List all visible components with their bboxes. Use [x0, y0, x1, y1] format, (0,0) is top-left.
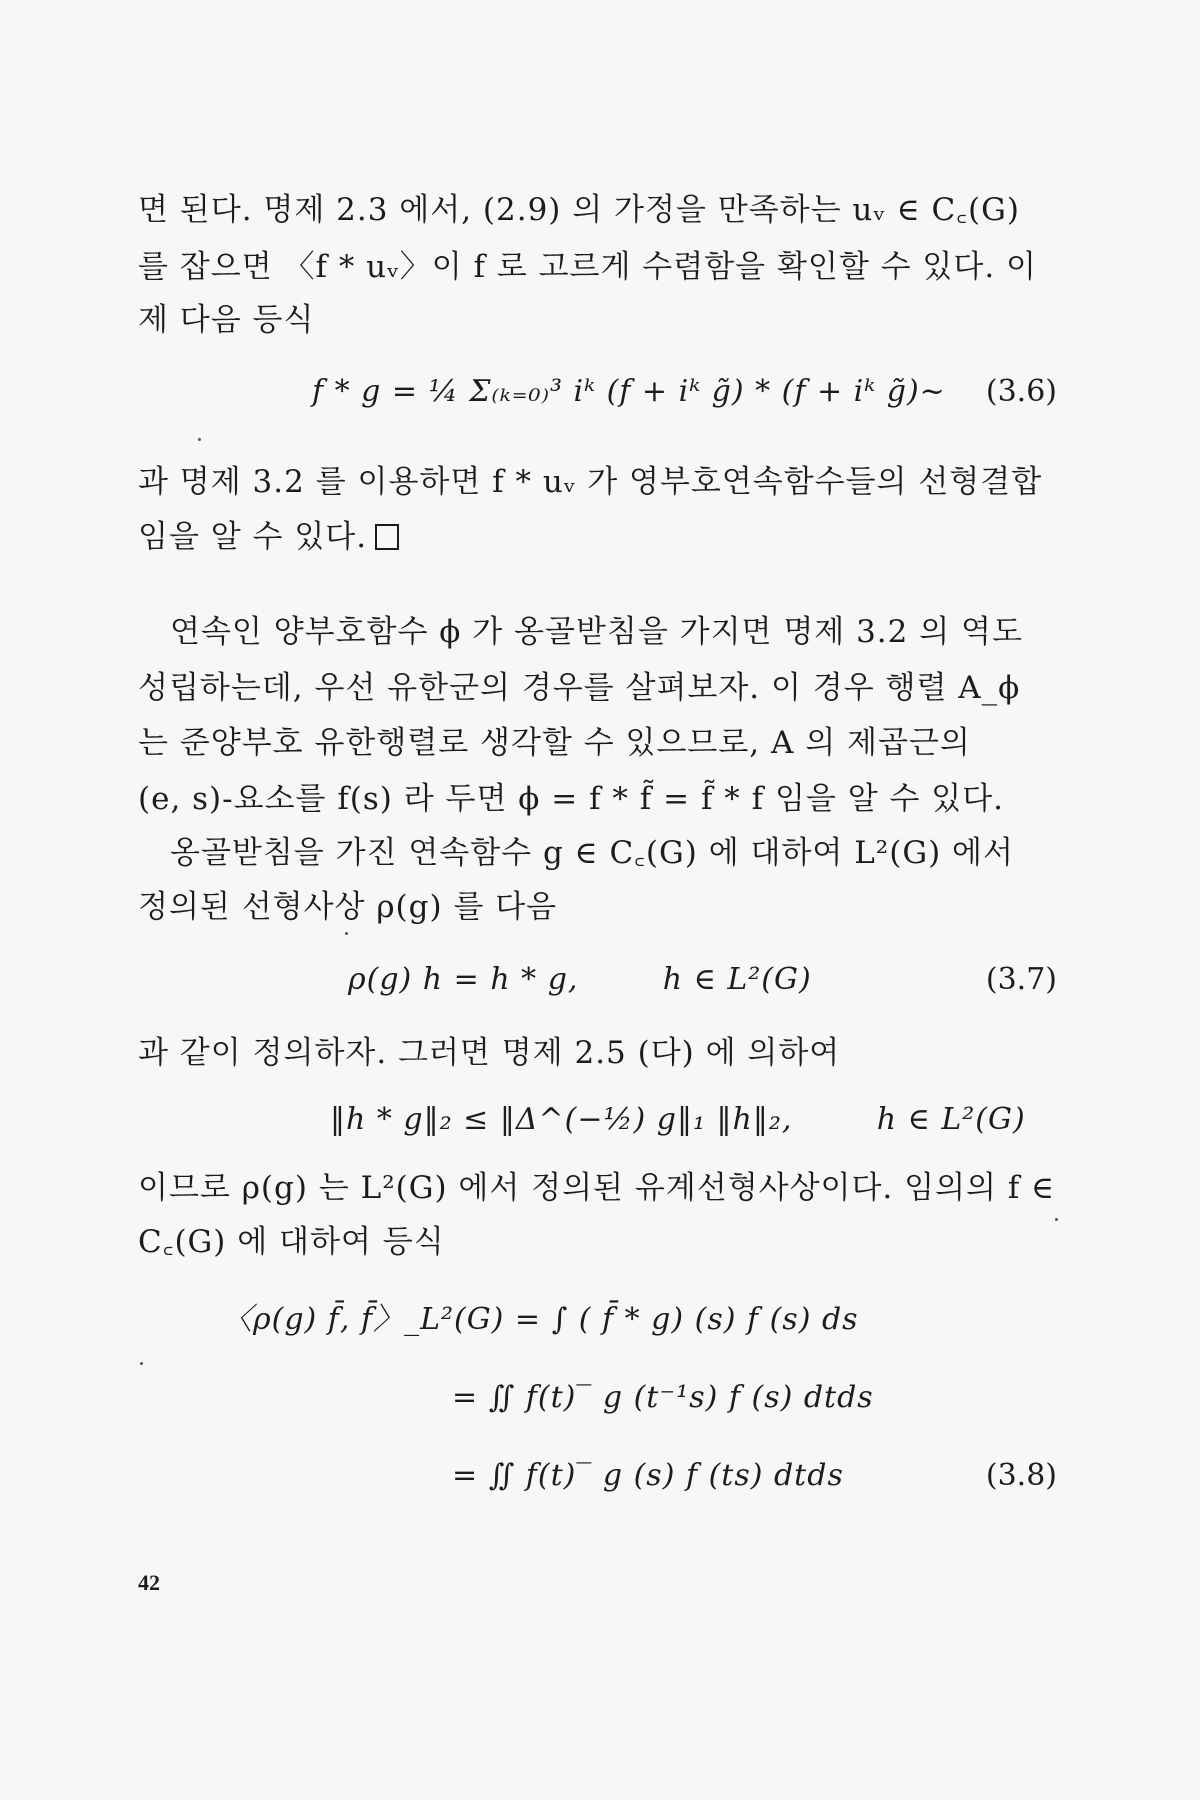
- qed-box-icon: [375, 524, 399, 550]
- text-line-4-content: 과 명제 3.2 를 이용하면 f * uᵥ 가 영부호연속함수들의 선형결합: [138, 464, 1043, 500]
- text-line-7: [138, 668, 1054, 708]
- text-line-7-content: 성립하는데, 우선 유한군의 경우를 살펴보자. 이 경우 행렬 A_ϕ: [138, 670, 1021, 706]
- text-line-4: [138, 462, 1054, 502]
- equation-number-3-7: (3.7): [985, 962, 1057, 997]
- equation-3-6-content: f * g = ¼ Σ₍ₖ₌₀₎³ iᵏ (f + iᵏ g̃) * (f + iᵏ g̃)~: [312, 374, 946, 409]
- text-line-11-content: 정의된 선형사상 ρ(g) 를 다음: [138, 889, 558, 925]
- equation-3-6: [312, 372, 946, 412]
- equation-3-8-line-1: [222, 1300, 859, 1340]
- text-line-11: [138, 887, 1054, 927]
- equation-3-7: [348, 960, 812, 1000]
- norm-inequality-content: ‖h * g‖₂ ≤ ‖Δ^(−½) g‖₁ ‖h‖₂, h ∈ L²(G): [330, 1102, 1026, 1137]
- text-line-14-content: C꜀(G) 에 대하여 등식: [138, 1224, 445, 1260]
- norm-inequality: [330, 1100, 1026, 1140]
- text-line-13: [138, 1168, 1054, 1208]
- equation-number-3-6: (3.6): [985, 374, 1057, 409]
- scan-speck: [345, 932, 348, 935]
- scan-speck: [1055, 1218, 1058, 1221]
- text-line-9: [138, 779, 1054, 819]
- page-number: 42: [138, 1570, 160, 1595]
- text-line-5-content: 임을 알 수 있다.: [138, 519, 368, 555]
- text-line-1: [138, 190, 1054, 230]
- scan-speck: [140, 1362, 143, 1365]
- text-line-8-content: 는 준양부호 유한행렬로 생각할 수 있으므로, A 의 제곱근의: [138, 725, 971, 761]
- equation-number-3-8: (3.8): [985, 1458, 1057, 1493]
- equation-3-8-line-3: [452, 1456, 844, 1496]
- text-line-3: [138, 300, 1054, 340]
- equation-3-8-line-2: [452, 1378, 874, 1418]
- text-line-8: [138, 723, 1054, 763]
- text-line-6-content: 연속인 양부호함수 ϕ 가 옹골받침을 가지면 명제 3.2 의 역도: [170, 614, 1023, 650]
- equation-3-8-line-2-content: = ∬ f(t)‾ g (t⁻¹s) f (s) dtds: [452, 1380, 874, 1415]
- text-line-14: [138, 1222, 1054, 1262]
- text-line-10-content: 옹골받침을 가진 연속함수 g ∈ C꜀(G) 에 대하여 L²(G) 에서: [170, 835, 1014, 871]
- text-line-2: [138, 247, 1054, 287]
- text-line-9-content: (e, s)-요소를 f(s) 라 두면 ϕ = f * f̃ = f̃ * f 임을 알 수 있다.: [138, 781, 1005, 817]
- equation-3-8-line-1-content: 〈ρ(g) f̄, f̄〉_L²(G) = ∫ ( f̄ * g) (s) f (s) ds: [222, 1302, 859, 1337]
- scan-speck: [198, 438, 201, 441]
- text-line-5: [138, 517, 1054, 557]
- text-line-3-content: 제 다음 등식: [138, 302, 315, 338]
- text-line-12: [138, 1033, 1054, 1073]
- text-line-1-content: 면 된다. 명제 2.3 에서, (2.9) 의 가정을 만족하는 uᵥ ∈ C꜀(G): [138, 192, 1020, 228]
- text-line-13-content: 이므로 ρ(g) 는 L²(G) 에서 정의된 유계선형사상이다. 임의의 f ∈: [138, 1170, 1056, 1206]
- equation-3-8-line-3-content: = ∬ f(t)‾ g (s) f (ts) dtds: [452, 1458, 844, 1493]
- equation-3-7-content: ρ(g) h = h * g, h ∈ L²(G): [348, 962, 812, 997]
- text-line-12-content: 과 같이 정의하자. 그러면 명제 2.5 (다) 에 의하여: [138, 1035, 841, 1071]
- text-line-10: [170, 833, 1054, 873]
- text-line-6: [170, 612, 1054, 652]
- text-line-2-content: 를 잡으면 〈f * uᵥ〉이 f 로 고르게 수렴함을 확인할 수 있다. 이: [138, 249, 1037, 285]
